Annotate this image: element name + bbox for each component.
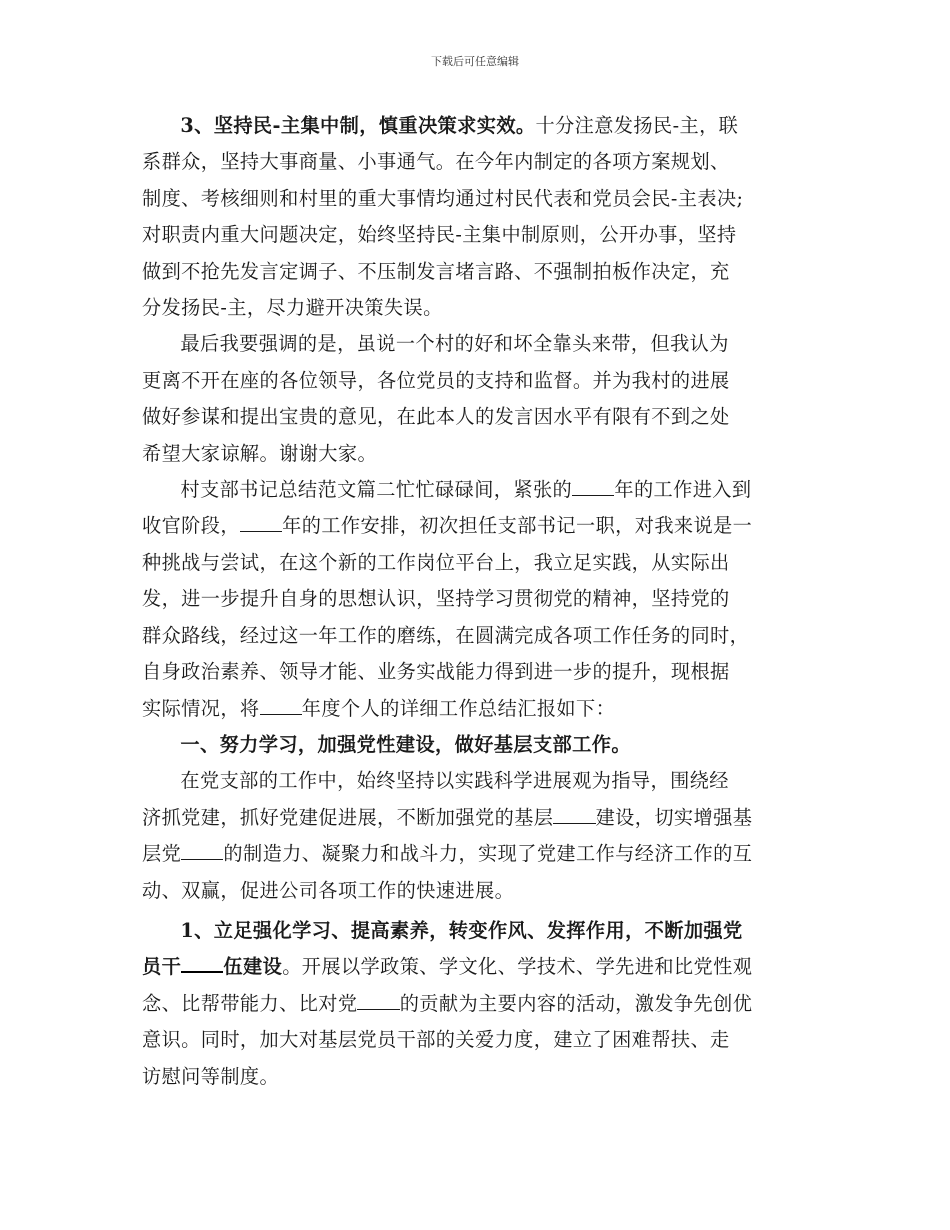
text-run: 年度个人的详细工作总结汇报如下： xyxy=(301,696,616,720)
paragraph-line xyxy=(142,949,822,985)
paragraph-line: 1、立足强化学习、提高素养，转变作风、发挥作用，不断加强党 xyxy=(180,918,743,942)
fill-blank xyxy=(572,478,614,496)
paragraph-line: 自身政治素养、领导才能、业务实战能力得到进一步的提升，现根据 xyxy=(142,660,730,684)
paragraph-line: 分发扬民-主，尽力避开决策失误。 xyxy=(142,296,443,320)
fill-blank xyxy=(240,514,282,532)
document-body xyxy=(142,108,822,1095)
text-run: 十分注意发扬民-主，联 xyxy=(535,114,739,137)
text-run: 济抓党建，抓好党建促进展，不断加强党的基层 xyxy=(142,805,554,829)
paragraph-line: 最后我要强调的是，虽说一个村的好和坏全靠头来带，但我认为 xyxy=(180,332,729,356)
fill-blank xyxy=(260,696,302,714)
text-run: 年的工作安排，初次担任支部书记一职，对我来说是一 xyxy=(282,514,753,538)
fill-blank xyxy=(181,842,223,860)
paragraph-line xyxy=(142,836,822,872)
bold-run: 员干 xyxy=(142,955,182,979)
paragraph-line: 种挑战与尝试，在这个新的工作岗位平台上，我立足实践，从实际出 xyxy=(142,550,730,574)
paragraph-line xyxy=(142,986,822,1022)
text-run: 年的工作进入到 xyxy=(614,478,752,502)
text-run: 村支部书记总结范文篇二忙忙碌碌间，紧张的 xyxy=(180,478,573,502)
paragraph-democratic-centralism xyxy=(142,108,822,326)
bold-run: 伍建设 xyxy=(223,955,283,979)
paragraph-line xyxy=(142,691,822,727)
paragraph-line: 更离不开在座的各位领导，各位党员的支持和监督。并为我村的进展 xyxy=(142,368,730,392)
paragraph-line: 在党支部的工作中，始终坚持以实践科学进展观为指导，围绕经 xyxy=(180,769,729,793)
text-run: 的贡献为主要内容的活动，激发争先创优 xyxy=(399,991,753,1015)
text-run: 念、比帮带能力、比对党 xyxy=(142,991,358,1015)
text-run: 建设，切实增强基 xyxy=(595,805,753,829)
paragraph-sample-two-intro xyxy=(142,472,822,727)
text-run: 层党 xyxy=(142,842,182,866)
text-run: 收官阶段， xyxy=(142,514,240,538)
paragraph-line: 系群众，坚持大事商量、小事通气。在今年内制定的各项方案规划、 xyxy=(142,150,730,174)
text-run: 。开展以学政策、学文化、学技术、学先进和比党性观 xyxy=(282,955,753,979)
paragraph-line: 对职责内重大问题决定，始终坚持民-主集中制原则，公开办事，坚持 xyxy=(142,223,737,247)
paragraph-study-and-team-building xyxy=(142,913,822,1095)
paragraph-line: 发，进一步提升自身的思想认识，坚持学习贯彻党的精神，坚持党的 xyxy=(142,587,730,611)
paragraph-line xyxy=(142,472,822,508)
paragraph-line xyxy=(142,108,822,144)
paragraph-line: 意识。同时，加大对基层党员干部的关爱力度，建立了困难帮扶、走 xyxy=(142,1028,730,1052)
paragraph-line: 群众路线，经过这一年工作的磨练，在圆满完成各项工作任务的同时， xyxy=(142,623,750,647)
paragraph-party-branch-work xyxy=(142,763,822,909)
paragraph-line: 希望大家谅解。谢谢大家。 xyxy=(142,441,378,465)
fill-blank xyxy=(357,991,399,1009)
paragraph-line: 制度、考核细则和村里的重大事情均通过村民代表和党员会民-主表决; xyxy=(142,186,744,210)
paragraph-line xyxy=(142,508,822,544)
section-heading-1 xyxy=(142,727,822,763)
paragraph-line: 做到不抢先发言定调子、不压制发言堵言路、不强制拍板作决定，充 xyxy=(142,259,730,283)
section-heading-text: 一、努力学习，加强党性建设，做好基层支部工作。 xyxy=(180,732,631,756)
paragraph-line: 做好参谋和提出宝贵的意见，在此本人的发言因水平有限有不到之处 xyxy=(142,405,730,429)
fill-blank xyxy=(181,954,223,973)
text-run: 的制造力、凝聚力和战斗力，实现了党建工作与经济工作的互 xyxy=(223,842,753,866)
text-run: 实际情况，将 xyxy=(142,696,260,720)
paragraph-line: 动、双赢，促进公司各项工作的快速进展。 xyxy=(142,878,515,902)
fill-blank xyxy=(553,805,595,823)
paragraph-line xyxy=(142,800,822,836)
paragraph-line: 访慰问等制度。 xyxy=(142,1064,280,1088)
page-header: 下载后可任意编辑 xyxy=(431,55,519,68)
paragraph-closing-remarks xyxy=(142,326,822,472)
bold-lead: 3、坚持民-主集中制，慎重决策求实效。 xyxy=(180,114,536,137)
